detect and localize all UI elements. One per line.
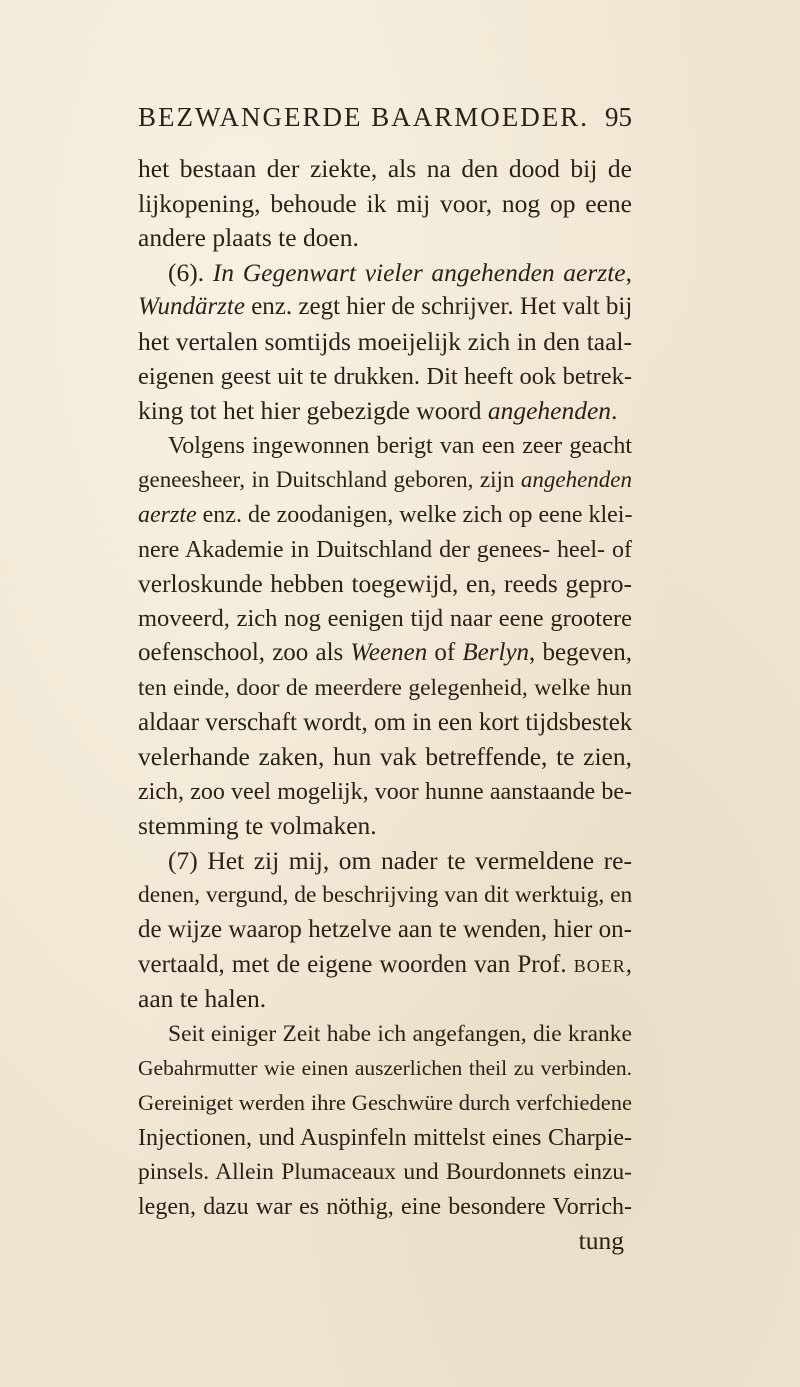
quoted-term: In Gegenwart vieler angehenden aerzte [212,257,626,287]
text-line: moveerd, zich nog eenigen tijd naar eene grootere [138,604,632,632]
text-line: Injectionen, und Auspinfeln mittelst eines Charpie- [138,1124,632,1151]
text-line: aerzte enz. de zoodanigen, welke zich op eene klei- [138,501,633,528]
note-6-line: (6). In Gegenwart vieler angehenden aerzte, [168,257,633,287]
text-line: legen, dazu war es nöthig, eine besondere Vorrich- [138,1193,632,1220]
text-line: stemming te volmaken. [138,811,377,841]
text-line: aan te halen. [138,984,267,1014]
page-header [138,102,632,142]
text-line: het vertalen somtijds moeijelijk zich in den taal- [138,326,632,356]
quoted-term: angehenden [487,396,612,426]
text-line: nere Akademie in Duitschland der genees- heel- of [138,536,632,563]
text-line: het bestaan der ziekte, als na den dood bij de [138,154,632,183]
text-line: velerhande zaken, hun vak betreffende, te zien, [138,742,632,772]
text-line: eigenen geest uit te drukken. Dit heeft ook betrek- [138,362,632,390]
city-name: Berlyn [462,639,530,667]
text-line: pinsels. Allein Plumaceaux und Bourdonnets einzu- [138,1159,632,1186]
city-name: Weenen [350,639,428,667]
running-title: BEZWANGERDE BAARMOEDER. [138,102,589,132]
text-line: vertaald, met de eigene woorden van Prof. boer, [138,950,632,978]
text-line: de wijze waarop hetzelve aan te wenden, hier on- [138,916,632,944]
text-line: geneesheer, in Duitschland geboren, zijn angehenden [138,467,632,493]
text-line: king tot het hier gebezigde woord angehenden. [138,396,618,426]
page-number: 95 [605,102,632,132]
body-text [138,152,632,1259]
text-line: denen, vergund, de beschrijving van dit werktuig, en [138,882,633,909]
quoted-term: aerzte [138,501,197,528]
text-line: verloskunde hebben toegewijd, en, reeds gepro- [138,569,632,599]
text-line: aldaar verschaft wordt, om in een kort tijdsbestek [138,708,633,736]
text-line: ten einde, door de meerdere gelegenheid, welke hun [138,674,632,701]
quoted-term: angehenden [520,467,632,493]
text-line: Wundärzte enz. zegt hier de schrijver. Het valt bij [138,293,633,321]
text-line: oefenschool, zoo als Weenen of Berlyn, begeven, [138,639,633,667]
note-7-line: (7) Het zij mij, om nader te vermeldene re- [168,845,632,875]
author-name: boer [573,950,626,978]
quoted-term: Wundärzte [138,293,245,321]
text-line: Volgens ingewonnen berigt van een zeer geacht [168,432,632,459]
text-line: Gereiniget werden ihre Geschwüre durch verfchiedene [138,1090,632,1116]
catchword: tung [578,1226,624,1256]
text-line: Gebahrmutter wie einen auszerlichen theil zu verbinden. [138,1056,632,1081]
text-line: lijkopening, behoude ik mij voor, nog op eene [138,188,632,218]
text-line: andere plaats te doen. [138,223,359,253]
text-line: zich, zoo veel mogelijk, voor hunne aanstaande be- [138,778,632,805]
text-line: Seit einiger Zeit habe ich angefangen, die kranke [168,1020,632,1047]
